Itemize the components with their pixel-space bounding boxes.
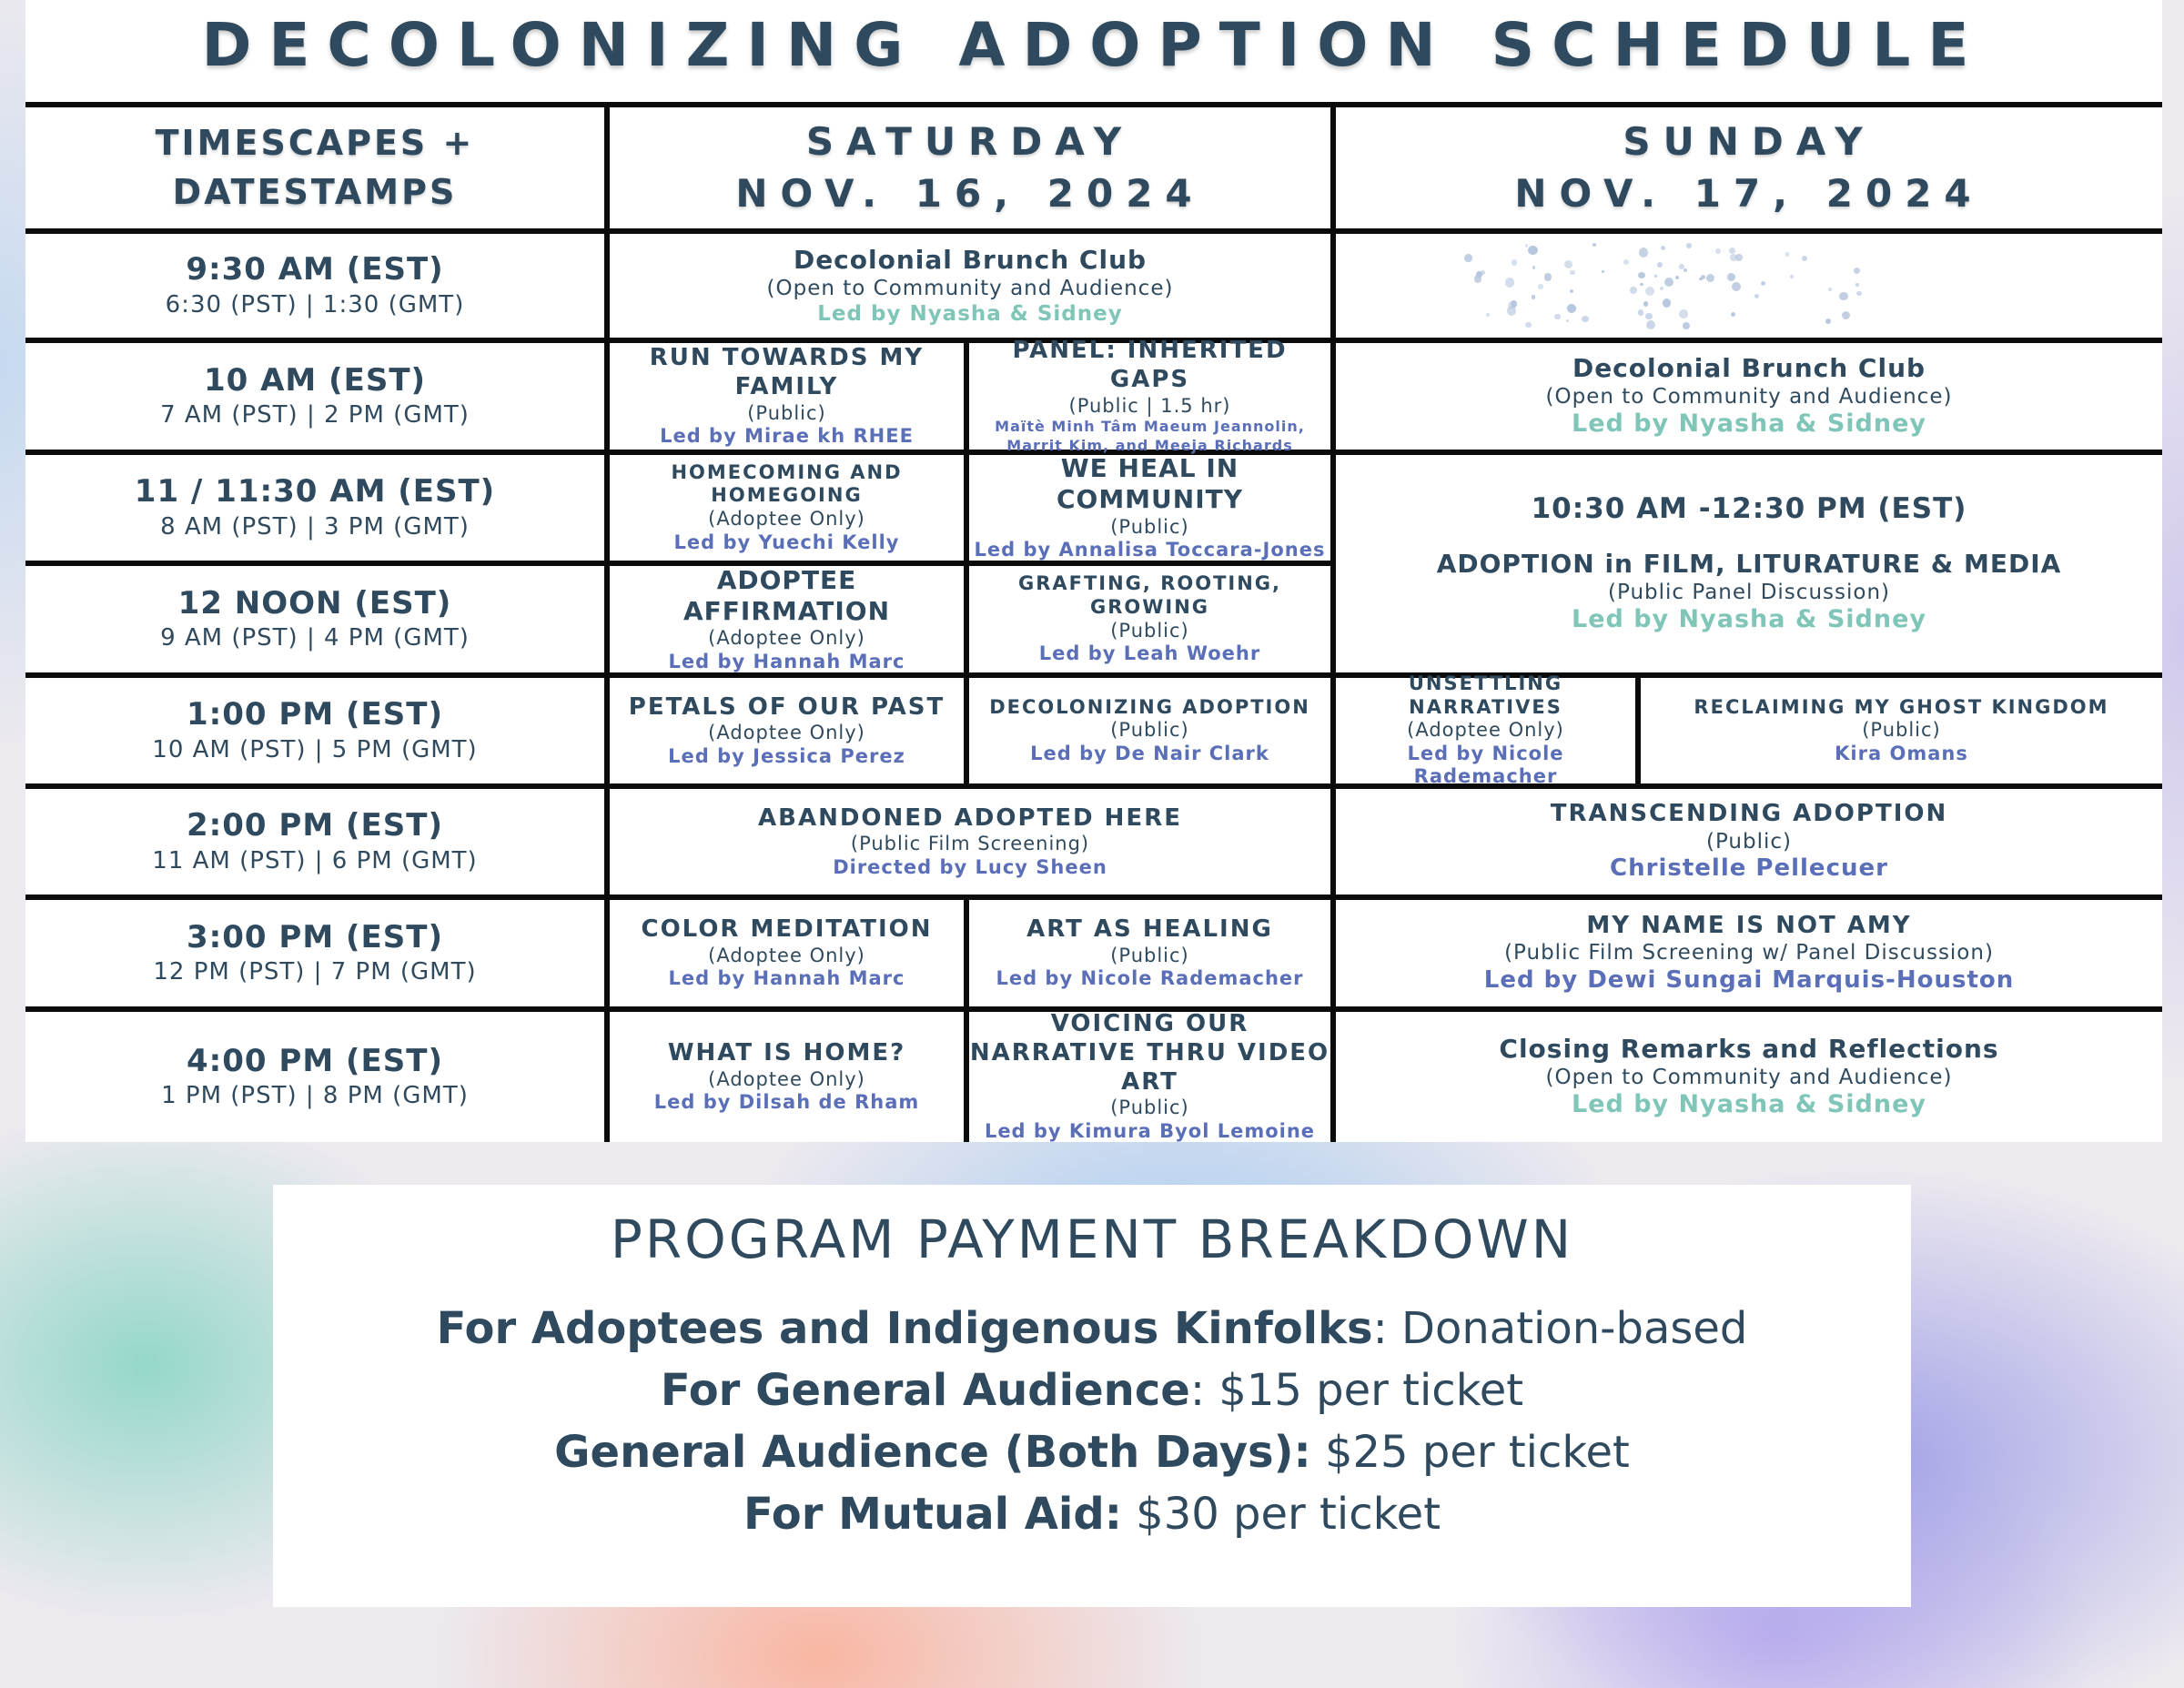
- header-sunday: [1336, 102, 2162, 234]
- time-slot: 9:30 AM (EST) 6:30 (PST) | 1:30 (GMT): [25, 234, 610, 343]
- payment-title: PROGRAM PAYMENT BREAKDOWN: [610, 1208, 1574, 1270]
- time-slot: 4:00 PM (EST) 1 PM (PST) | 8 PM (GMT): [25, 1012, 610, 1142]
- schedule-table: [25, 102, 2162, 1142]
- header-time-column: [25, 102, 610, 234]
- event-grafting: GRAFTING, ROOTING, GROWING (Public) Led by Leah Woehr: [969, 566, 1336, 678]
- bubbles-icon: [1336, 234, 2162, 338]
- sunday-date: NOV. 17, 2024: [1514, 170, 1984, 216]
- payment-line: For Adoptees and Indigenous Kinfolks: Donation-based: [436, 1302, 1748, 1354]
- sunday-day: SUNDAY: [1623, 118, 1876, 164]
- payment-breakdown: [273, 1185, 1911, 1607]
- event-art-healing: ART AS HEALING (Public) Led by Nicole Rademacher: [969, 900, 1336, 1012]
- event-homecoming: HOMECOMING AND HOMEGOING (Adoptee Only) Led by Yuechi Kelly: [610, 455, 969, 566]
- time-slot: 12 NOON (EST) 9 AM (PST) | 4 PM (GMT): [25, 566, 610, 678]
- event-unsettling: UNSETTLING NARRATIVES (Adoptee Only) Led by Nicole Rademacher: [1336, 678, 1641, 789]
- event-panel-gaps: PANEL: INHERITED GAPS (Public | 1.5 hr) Maïtè Minh Tâm Maeum Jeannolin, Marrit Kim, and Meeja Richards: [969, 343, 1336, 455]
- event-color-meditation: COLOR MEDITATION (Adoptee Only) Led by Hannah Marc: [610, 900, 969, 1012]
- event-transcending: TRANSCENDING ADOPTION (Public) Christelle Pellecuer: [1336, 789, 2162, 900]
- header-time-line1: TIMESCAPES +: [155, 123, 475, 164]
- saturday-date: NOV. 16, 2024: [735, 170, 1205, 216]
- event-decolonizing: DECOLONIZING ADOPTION (Public) Led by De Nair Clark: [969, 678, 1336, 789]
- header-saturday: [610, 102, 1336, 234]
- header-time-line2: DATESTAMPS: [172, 171, 458, 212]
- event-affirmation: ADOPTEE AFFIRMATION (Adoptee Only) Led by Hannah Marc: [610, 566, 969, 678]
- time-slot: 1:00 PM (EST) 10 AM (PST) | 5 PM (GMT): [25, 678, 610, 789]
- time-slot: 2:00 PM (EST) 11 AM (PST) | 6 PM (GMT): [25, 789, 610, 900]
- payment-lines: [273, 1298, 1911, 1545]
- event-abandoned: ABANDONED ADOPTED HERE (Public Film Screening) Directed by Lucy Sheen: [610, 789, 1336, 900]
- time-slot: 10 AM (EST) 7 AM (PST) | 2 PM (GMT): [25, 343, 610, 455]
- event-not-amy: MY NAME IS NOT AMY (Public Film Screening w/ Panel Discussion) Led by Dewi Sungai Marquis-Houston: [1336, 900, 2162, 1012]
- event-film-lit: 10:30 AM -12:30 PM (EST) ADOPTION in FILM, LITURATURE & MEDIA (Public Panel Discussion) Led by Nyasha & Sidney: [1336, 455, 2162, 678]
- payment-line: General Audience (Both Days): $25 per ticket: [554, 1426, 1630, 1478]
- event-what-home: WHAT IS HOME? (Adoptee Only) Led by Dilsah de Rham: [610, 1012, 969, 1142]
- saturday-day: SATURDAY: [805, 118, 1135, 164]
- time-slot: 11 / 11:30 AM (EST) 8 AM (PST) | 3 PM (GMT): [25, 455, 610, 566]
- event-ghost-kingdom: RECLAIMING MY GHOST KINGDOM (Public) Kira Omans: [1641, 678, 2162, 789]
- page-title: DECOLONIZING ADOPTION SCHEDULE: [201, 10, 1987, 80]
- payment-line: For Mutual Aid: $30 per ticket: [743, 1488, 1441, 1540]
- event-sun-brunch: Decolonial Brunch Club (Open to Community and Audience) Led by Nyasha & Sidney: [1336, 343, 2162, 455]
- event-closing: Closing Remarks and Reflections (Open to Community and Audience) Led by Nyasha & Sidney: [1336, 1012, 2162, 1142]
- time-slot: 3:00 PM (EST) 12 PM (PST) | 7 PM (GMT): [25, 900, 610, 1012]
- event-run-towards: RUN TOWARDS MY FAMILY (Public) Led by Mirae kh RHEE: [610, 343, 969, 455]
- event-we-heal: WE HEAL IN COMMUNITY (Public) Led by Annalisa Toccara-Jones: [969, 455, 1336, 566]
- event-voicing: VOICING OUR NARRATIVE THRU VIDEO ART (Public) Led by Kimura Byol Lemoine: [969, 1012, 1336, 1142]
- event-sat-brunch: Decolonial Brunch Club (Open to Community and Audience) Led by Nyasha & Sidney: [610, 234, 1336, 343]
- event-petals: PETALS OF OUR PAST (Adoptee Only) Led by Jessica Perez: [610, 678, 969, 789]
- payment-line: For General Audience: $15 per ticket: [660, 1364, 1524, 1416]
- bubbles-decoration: [1336, 234, 2162, 343]
